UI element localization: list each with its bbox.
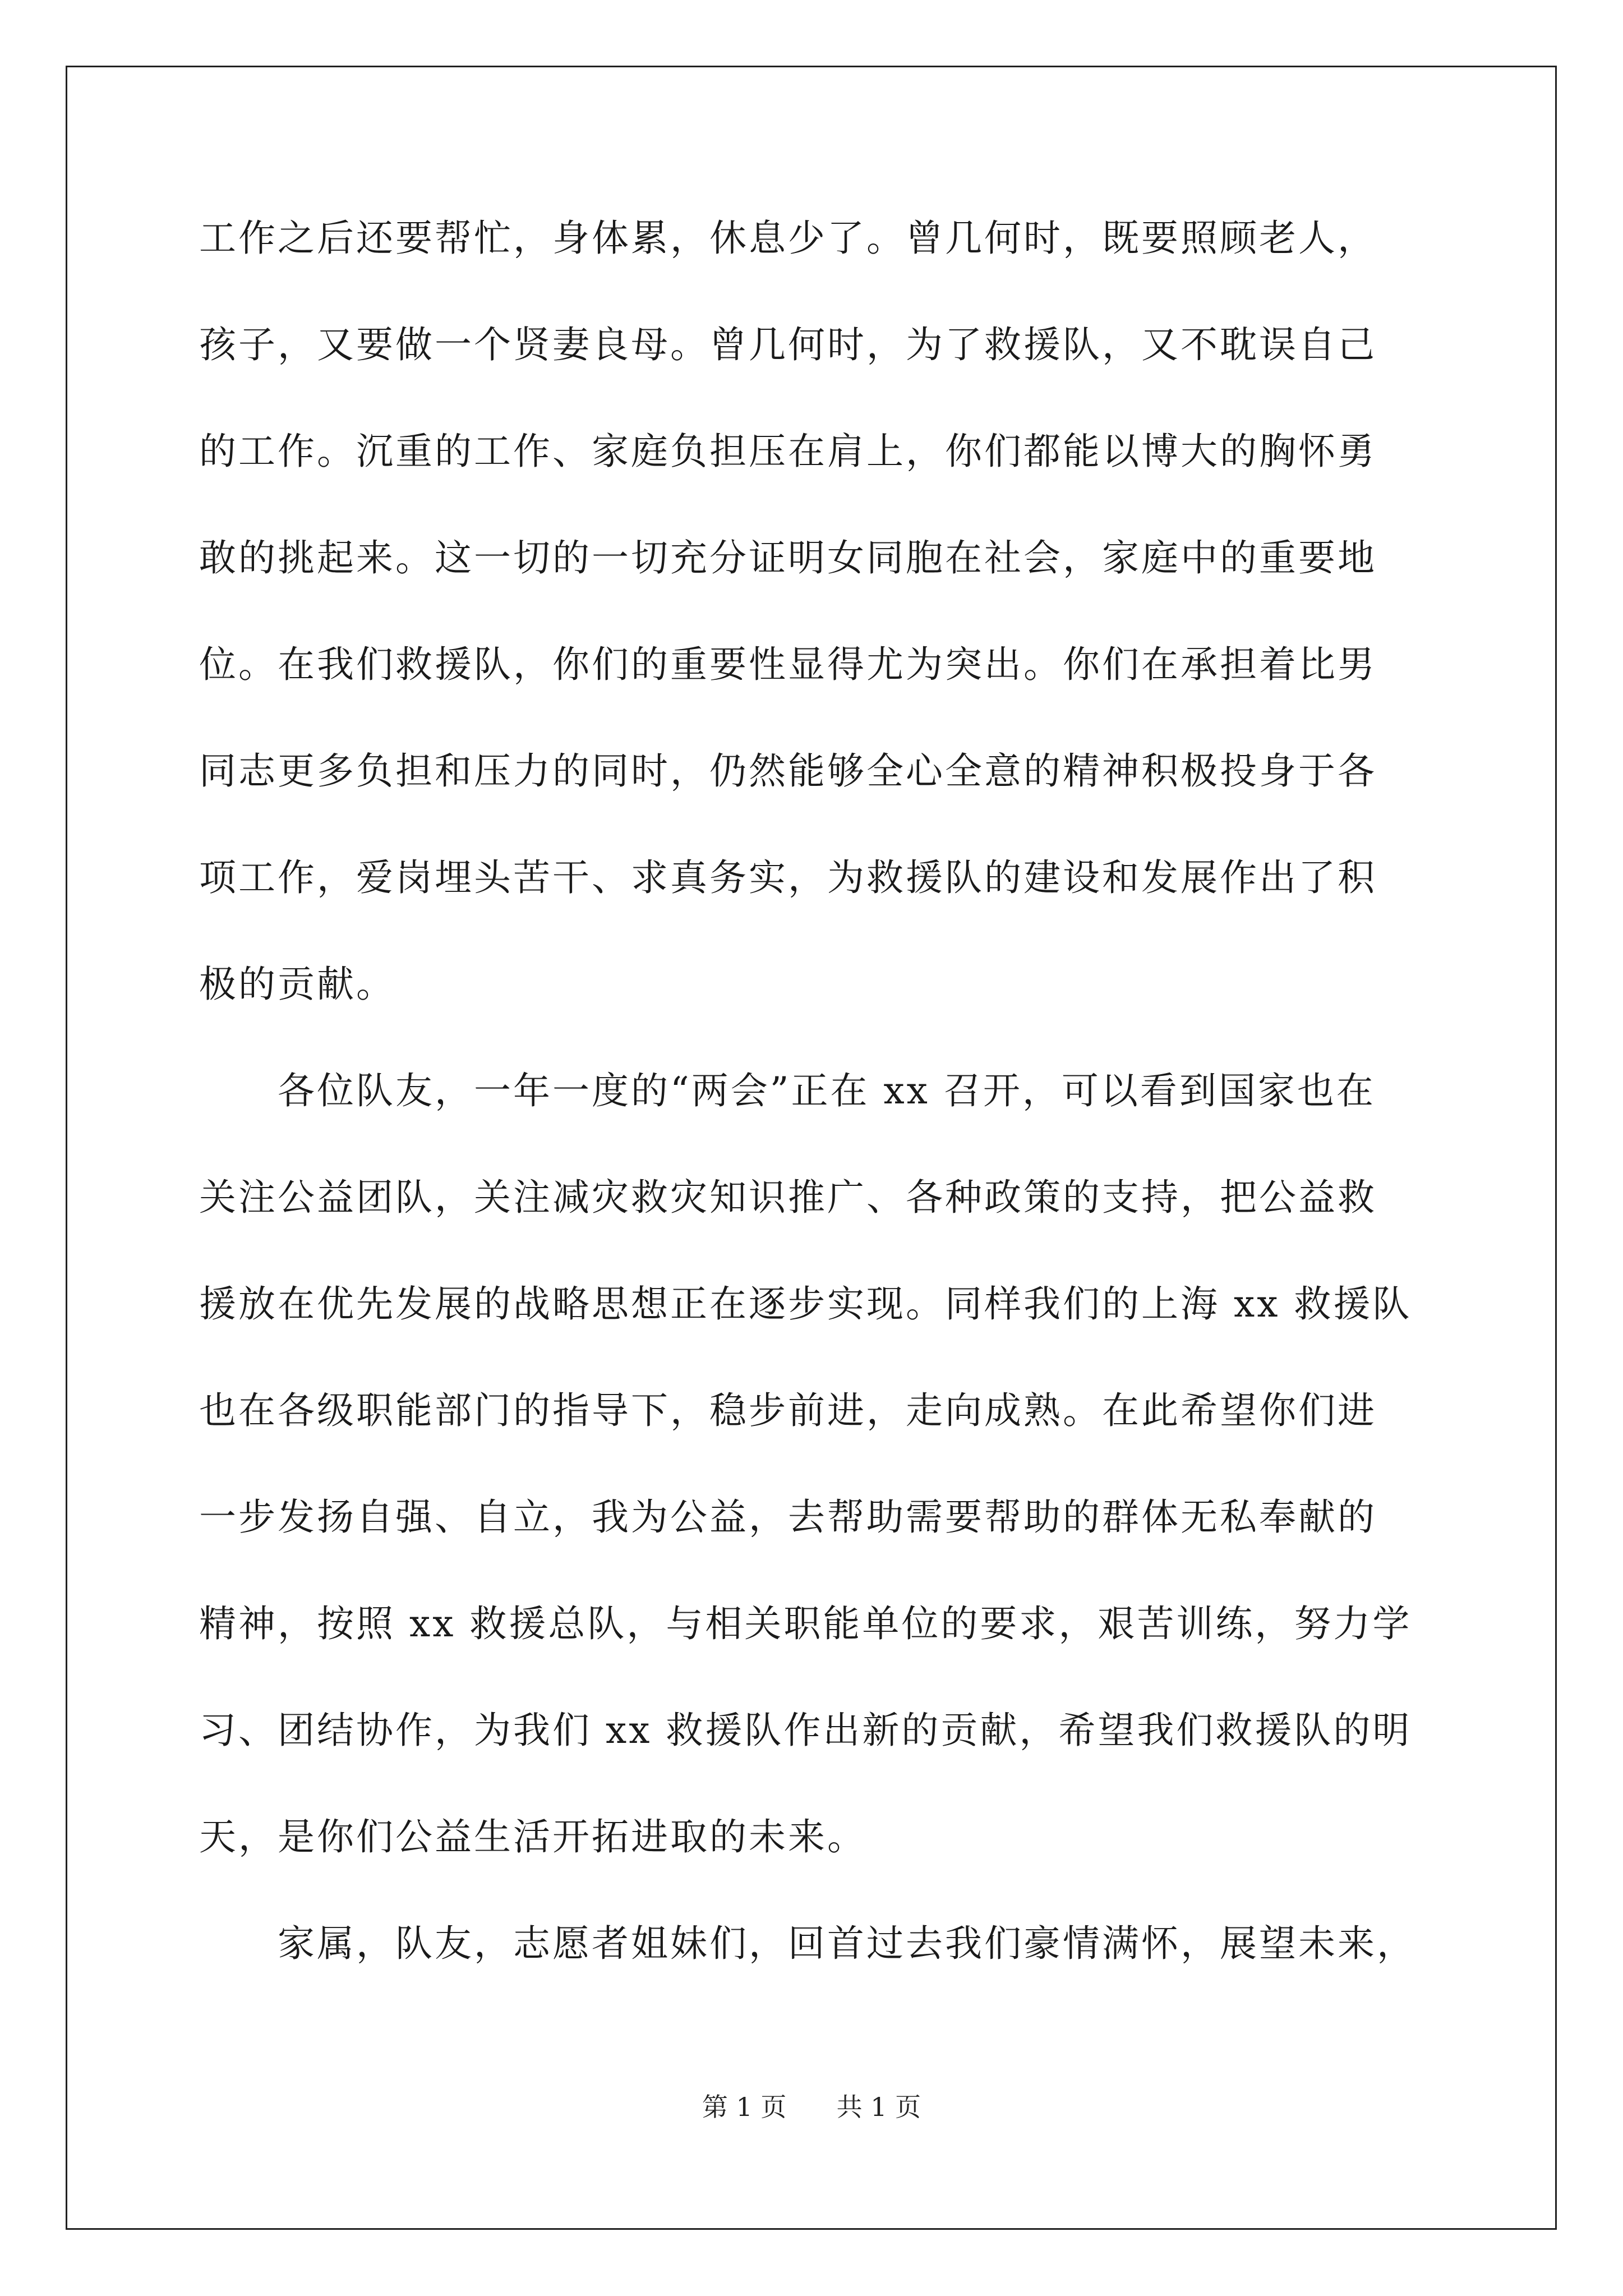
paragraph <box>199 1890 1450 1997</box>
text-line: 孩子，又要做一个贤妻良母。曾几何时，为了救援队，又不耽误自己 <box>199 323 1377 366</box>
page-footer <box>0 2087 1623 2124</box>
text-line: 关注公益团队，关注减灾救灾知识推广、各种政策的支持，把公益救 <box>199 1176 1377 1219</box>
text-line: 极的贡献。 <box>199 963 395 1006</box>
text-line: 习、团结协作，为我们 xx 救援队作出新的贡献，希望我们救援队的明 <box>199 1709 1412 1752</box>
text-line: 家属，队友，志愿者姐妹们，回首过去我们豪情满怀，展望未来， <box>278 1922 1416 1965</box>
text-line: 援放在优先发展的战略思想正在逐步实现。同样我们的上海 xx 救援队 <box>199 1282 1412 1326</box>
paragraph <box>199 1038 1450 1890</box>
paragraph <box>199 185 1450 1038</box>
text-line: 精神，按照 xx 救援总队，与相关职能单位的要求，艰苦训练，努力学 <box>199 1602 1412 1645</box>
text-line: 也在各级职能部门的指导下，稳步前进，走向成熟。在此希望你们进 <box>199 1389 1377 1432</box>
text-line: 天，是你们公益生活开拓进取的未来。 <box>199 1815 866 1858</box>
text-line: 的工作。沉重的工作、家庭负担压在肩上，你们都能以博大的胸怀勇 <box>199 430 1377 473</box>
document-body <box>199 185 1450 1997</box>
text-line: 各位队友，一年一度的“两会”正在 xx 召开，可以看到国家也在 <box>278 1069 1376 1112</box>
page-number-current: 第 1 页 <box>702 2092 787 2122</box>
text-line: 敢的挑起来。这一切的一切充分证明女同胞在社会，家庭中的重要地 <box>199 536 1377 579</box>
text-line: 同志更多负担和压力的同时，仍然能够全心全意的精神积极投身于各 <box>199 749 1377 793</box>
text-line: 一步发扬自强、自立，我为公益，去帮助需要帮助的群体无私奉献的 <box>199 1496 1377 1539</box>
text-line: 工作之后还要帮忙，身体累，休息少了。曾几何时，既要照顾老人， <box>199 217 1377 260</box>
text-line: 位。在我们救援队，你们的重要性显得尤为突出。你们在承担着比男 <box>199 643 1377 686</box>
page-number-total: 共 1 页 <box>836 2092 921 2122</box>
text-line: 项工作，爱岗埋头苦干、求真务实，为救援队的建设和发展作出了积 <box>199 856 1377 899</box>
